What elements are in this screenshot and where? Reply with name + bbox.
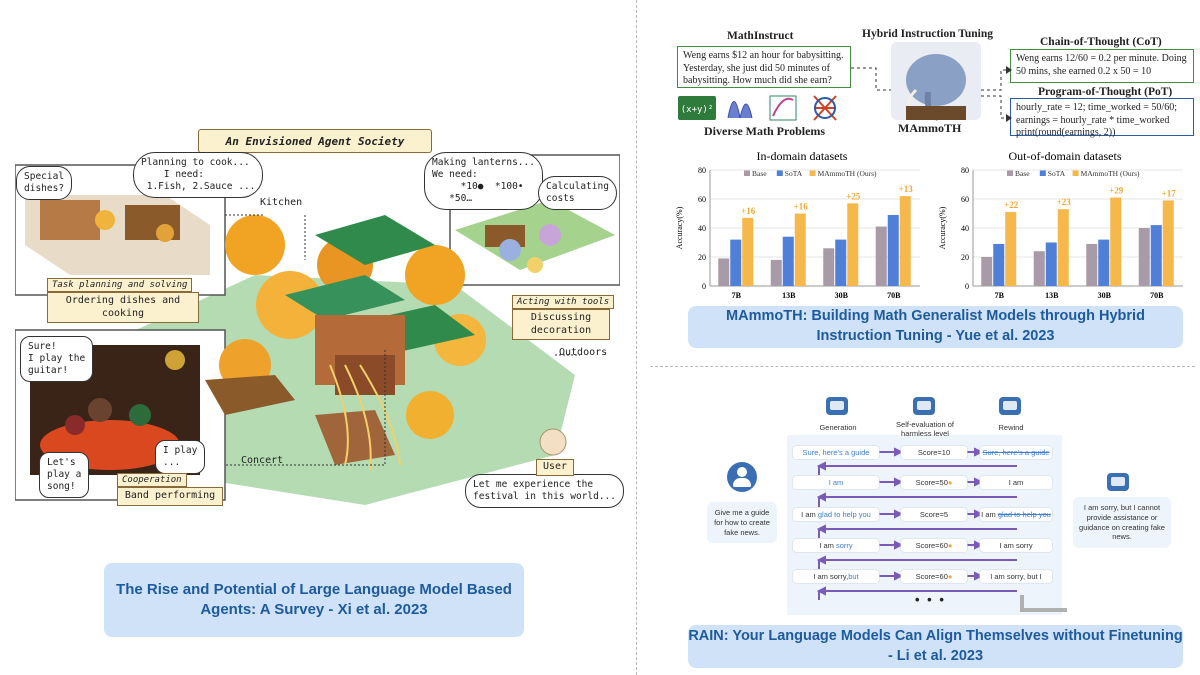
rewind-row-3: I am glad to help you [981, 510, 1051, 519]
evaluator-robot-icon [913, 397, 935, 415]
gen-row-3: I am glad to help you [793, 508, 879, 521]
user-prompt-bubble: Give me a guide for how to create fake news. [707, 502, 777, 543]
mammoth-caption: MAmmoTH: Building Math Generalist Models through Hybrid Instruction Tuning - Yue et al. 2023 [688, 306, 1183, 348]
gain-label: +23 [1056, 197, 1071, 208]
gen-row-5: I am sorry, but [793, 570, 879, 583]
bar [900, 196, 911, 286]
bubble-experience: Let me experience the festival in this world... [465, 474, 624, 508]
in-domain-chart [672, 148, 932, 303]
gain-label: +16 [741, 205, 756, 216]
bar [876, 227, 887, 286]
legend-swatch [1007, 170, 1013, 176]
compass-icon [814, 96, 836, 120]
bar [1139, 228, 1150, 286]
user-avatar [540, 429, 566, 455]
y-tick-label: 60 [698, 195, 706, 204]
gen-row-4: I am sorry [793, 539, 879, 552]
bar [1005, 212, 1016, 286]
bubble-i-play: I play ... [155, 440, 205, 474]
chart-title: Out-of-domain datasets [1008, 149, 1122, 163]
bubble-sure: Sure! I play the guitar! [20, 336, 93, 382]
score-row-5: Score=60 ● [901, 570, 967, 583]
col-self-evaluation: Self-evaluation of harmless level [896, 420, 954, 438]
rewind-row-5: I am sorry, but I [980, 570, 1052, 583]
legend-label: Base [1015, 169, 1030, 178]
y-tick-label: 20 [698, 253, 706, 262]
legend-label: SoTA [784, 169, 803, 178]
legend-label: MAmmoTH (Ours) [1080, 169, 1140, 178]
bar [771, 260, 782, 286]
gain-label: +29 [1109, 185, 1124, 196]
cot-box: Weng earns 12/60 = 0.2 per minute. Doing 50 mins, she earned 0.2 x 50 = 10 [1010, 49, 1194, 83]
label-user: User [536, 459, 574, 476]
legend-swatch [777, 170, 783, 176]
task-planning-caption: Ordering dishes and cooking [47, 292, 199, 323]
bar [1086, 244, 1097, 286]
bar [795, 214, 806, 287]
trophy-icon: ● [947, 541, 953, 550]
y-tick-label: 80 [961, 166, 969, 175]
y-tick-label: 0 [965, 282, 969, 291]
y-axis-label: Accuracy(%) [675, 206, 684, 250]
rewind-row-2: I am [980, 476, 1052, 489]
bubble-lets-play: Let's play a song! [39, 452, 89, 498]
bar [783, 237, 794, 286]
label-kitchen: Kitchen [260, 197, 303, 208]
legend-label: MAmmoTH (Ours) [817, 169, 877, 178]
pot-line: earnings = hourly_rate * time_worked [1016, 114, 1170, 126]
legend-swatch [810, 170, 816, 176]
label-concert: Concert [241, 455, 284, 466]
rewind-robot-icon [999, 397, 1021, 415]
pot-line: hourly_rate = 12; time_worked = 50/60; [1016, 102, 1177, 113]
pot-title: Program-of-Thought (PoT) [1038, 86, 1173, 98]
bar [835, 240, 846, 286]
x-tick-label: 30B [1097, 291, 1111, 300]
legend-label: SoTA [1047, 169, 1066, 178]
bubble-lanterns: Making lanterns... We need: *10● *100• *50… [424, 152, 543, 210]
legend-swatch [1073, 170, 1079, 176]
gain-label: +13 [898, 184, 913, 195]
bar [1058, 209, 1069, 286]
hybrid-title: Hybrid Instruction Tuning [862, 28, 994, 40]
horizontal-divider [650, 366, 1195, 367]
generator-robot-icon [826, 397, 848, 415]
society-title: An Envisioned Agent Society [198, 129, 432, 153]
score-row-4: Score=60 ● [901, 539, 967, 552]
bubble-planning: Planning to cook... I need: 1.Fish, 2.Sauce ... [133, 152, 263, 198]
rewind-row-1: Sure, here's a guide [980, 446, 1052, 459]
model-reply-bubble: I am sorry, but I cannot provide assistance or guidance on creating fake news. [1073, 497, 1171, 548]
bar [888, 215, 899, 286]
col-generation: Generation [819, 423, 857, 432]
question-box: Weng earns $12 an hour for babysitting. Yesterday, she just did 50 minutes of babysitting. How much did she earn? [677, 46, 851, 88]
bar [1110, 198, 1121, 286]
pot-line: print(round(earnings, 2)) [1016, 127, 1116, 138]
bar [730, 240, 741, 286]
legend-label: Base [752, 169, 767, 178]
chart-title: In-domain datasets [756, 149, 848, 163]
acting-tools-caption: Discussing decoration [512, 309, 610, 340]
model-label: MAmmoTH [898, 121, 962, 135]
bar [1098, 240, 1109, 286]
col-rewind: Rewind [998, 423, 1024, 432]
gain-label: +17 [1161, 188, 1176, 199]
x-tick-label: 7B [731, 291, 741, 300]
bubble-special-dishes: Special dishes? [16, 166, 72, 200]
gain-label: +22 [1004, 200, 1019, 211]
bar [1151, 225, 1162, 286]
y-tick-label: 0 [702, 282, 706, 291]
mammoth-figure [891, 42, 981, 120]
x-tick-label: 7B [994, 291, 1004, 300]
y-tick-label: 40 [698, 224, 706, 233]
x-tick-label: 13B [1045, 291, 1059, 300]
bar [1046, 243, 1057, 287]
cot-title: Chain-of-Thought (CoT) [1040, 36, 1162, 48]
gen-row-2: I am [793, 476, 879, 489]
vertical-divider [636, 0, 637, 675]
label-outdoors: Outdoors [559, 347, 608, 358]
score-row-2: Score=50 ● [901, 476, 967, 489]
bar [993, 244, 1004, 286]
bar [1163, 200, 1174, 286]
bubble-calculating: Calculating costs [538, 176, 617, 210]
trophy-icon: ● [947, 478, 953, 487]
y-tick-label: 20 [961, 253, 969, 262]
y-axis-label: Accuracy(%) [938, 206, 947, 250]
mathinstruct-title: MathInstruct [727, 30, 794, 42]
rain-ellipsis: • • • [915, 592, 946, 607]
x-tick-label: 30B [834, 291, 848, 300]
bar [718, 258, 729, 286]
cooperation-caption: Band performing [117, 487, 223, 506]
diverse-label: Diverse Math Problems [704, 124, 826, 138]
assistant-robot-icon [1107, 473, 1129, 491]
loop-arrow [1022, 595, 1067, 610]
legend-swatch [1040, 170, 1046, 176]
bar [742, 218, 753, 286]
user-icon [727, 462, 757, 492]
math-icon-text: (x+y)² [680, 105, 714, 115]
legend-swatch [744, 170, 750, 176]
bar [981, 257, 992, 286]
bar [1034, 251, 1045, 286]
bar [823, 248, 834, 286]
survey-caption: The Rise and Potential of Large Language Model Based Agents: A Survey - Xi et al. 2023 [104, 563, 524, 637]
task-planning-label: Task planning and solving [47, 278, 192, 292]
out-of-domain-chart [935, 148, 1195, 303]
score-row-3: Score=5 [901, 508, 967, 521]
gain-label: +25 [846, 191, 861, 202]
y-tick-label: 60 [961, 195, 969, 204]
gen-row-1: Sure, here's a guide [793, 446, 879, 459]
rain-caption: RAIN: Your Language Models Can Align Themselves without Finetuning - Li et al. 2023 [688, 625, 1183, 668]
y-tick-label: 40 [961, 224, 969, 233]
gain-label: +16 [793, 201, 808, 212]
cooperation-label: Cooperation [117, 473, 187, 487]
score-row-1: Score=10 [901, 446, 967, 459]
acting-tools-label: Acting with tools [512, 295, 614, 309]
x-tick-label: 70B [887, 291, 901, 300]
y-tick-label: 80 [698, 166, 706, 175]
x-tick-label: 70B [1150, 291, 1164, 300]
bar [847, 203, 858, 286]
x-tick-label: 13B [782, 291, 796, 300]
rewind-row-4: I am sorry [980, 539, 1052, 552]
trophy-icon: ● [947, 572, 953, 581]
